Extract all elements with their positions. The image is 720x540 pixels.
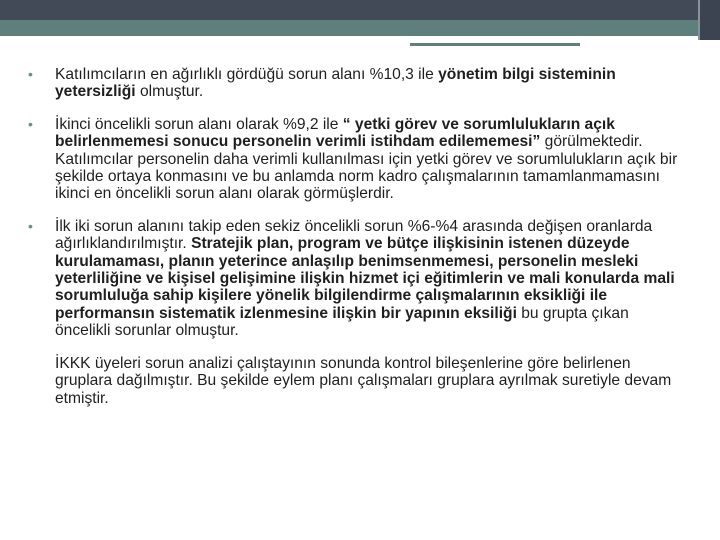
bullet-item-2 [28,116,678,203]
slide-body [28,66,678,407]
bullet-text: İlk iki sorun alanını takip eden sekiz öncelikli sorun %6-%4 arasında değişen oranlarda ağırlıklandırılmıştır. Stratejik plan, program ve bütçe ilişkisinin istenen düzeyde kurulamaması, planın yeterince anlaşılıp benimsenmemesi, personelin mesleki yeterliliğine ve kişisel gelişimine ilişkin hizmet içi eğitimlerin ve mali konularda mali sorumluluğa sahip kişilere yönelik bilgilendirme çalışmalarının eksikliği ile performansın sistematik izlenmesine ilişkin bir yapının eksiliği bu grupta çıkan öncelikli sorunlar olmuştur. [55,217,675,340]
bullet-text: Katılımcıların en ağırlıklı gördüğü sorun alanı %10,3 ile yönetim bilgi sisteminin yetersizliği olmuştur. [55,66,616,101]
bullet-text: İkinci öncelikli sorun alanı olarak %9,2 ile “ yetki görev ve sorumlulukların açık belirlenmemesi sonucu personelin verimli istihdam edilememesi” görülmektedir. [55,115,643,151]
header-teal-stripe [0,20,720,36]
header-corner-block [700,0,720,40]
slide-header-band [0,0,720,40]
header-dark-stripe [0,0,720,20]
bullet-dot-icon: • [28,66,33,82]
bullet-dot-icon: • [28,115,33,132]
header-accent-underline [410,43,580,46]
bullet-dot-icon: • [28,217,33,234]
bullet-item-1 [28,66,678,101]
bullet-item-3 [28,218,678,340]
closing-paragraph: İKKK üyeleri sorun analizi çalıştayının sonunda kontrol bileşenlerine göre belirlenen gruplara dağılmıştır. Bu şekilde eylem planı çalışmaları gruplara ayrılmak suretiyle devam etmiştir. [55,354,672,407]
bullet-continuation: Katılımcılar personelin daha verimli kullanılması için yetki görev ve sorumlulukların açık bir şekilde ortaya konmasını ve bu anlamda norm kadro çalışmalarının tamamlanmamasını ikinci en öncelikli sorun alanı olarak görmüşlerdir. [55,150,678,203]
